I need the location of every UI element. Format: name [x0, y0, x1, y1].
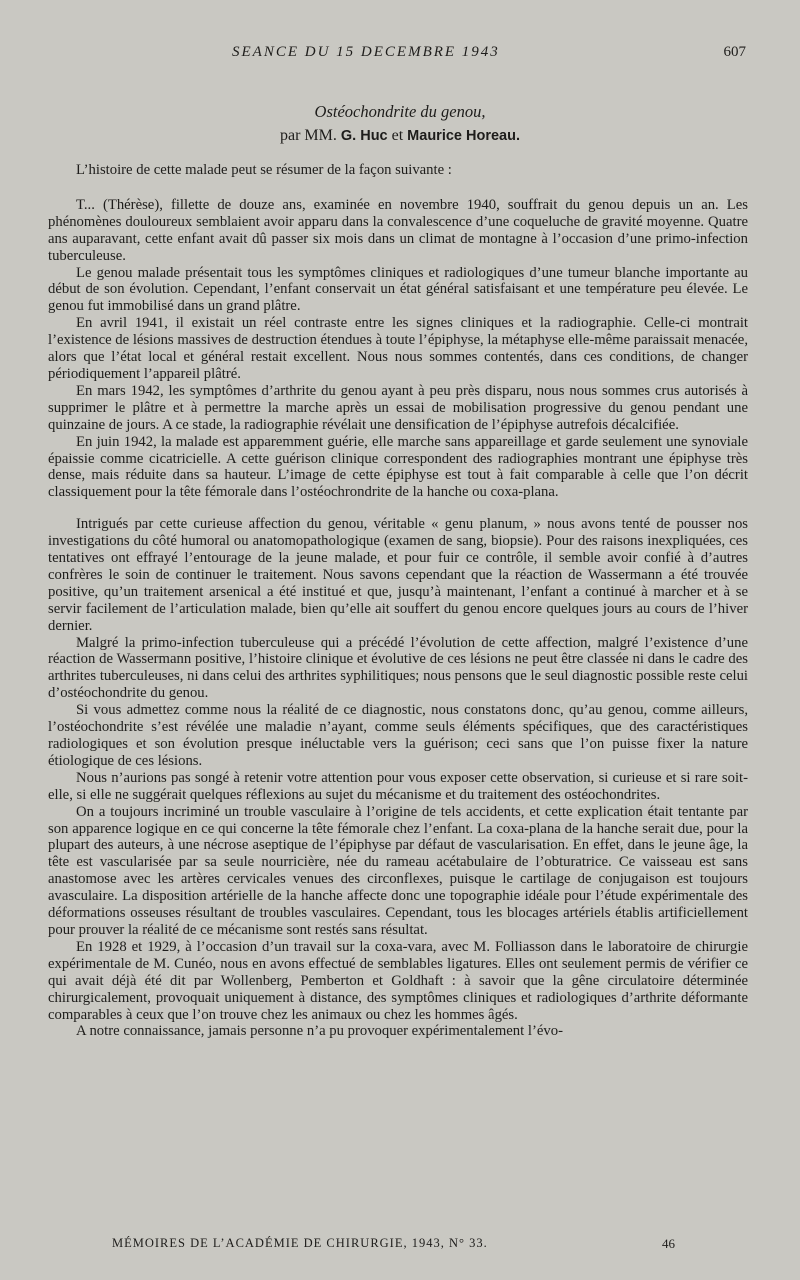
- paragraph: On a toujours incriminé un trouble vasculaire à l’origine de tels accidents, et cette explication était tentante par son apparence logique en ce qui concerne la tête fémorale chez l’enfant. La coxa-plana de la hanche serait due, pour la plupart des auteurs, à une nécrose aseptique de l’épiphyse par défaut de vascularisation. En effet, dans le jeune âge, la tête est vascularisée par sa seule nourricière, née du rameau acétabulaire de l’obturatrice. Ce vaisseau est sans anastomose avec les artères cervicales venues des circonflexes, puisque le cartilage de conjugaison est toujours avasculaire. La disposition artérielle de la hanche affecte donc une topographie idéale pour l’étude expérimentale des déformations osseuses résultant de troubles vasculaires. Cependant, tous les blocages artériels établis artificiellement pour prouver la réalité de ce mécanisme sont restés sans résultat.: [48, 803, 748, 938]
- article-title: Ostéochondrite du genou,: [314, 102, 486, 121]
- paragraph: Si vous admettez comme nous la réalité de ce diagnostic, nous constatons donc, qu’au genou, comme ailleurs, l’ostéochondrite s’est révélée une maladie n’ayant, comme seuls éléments spécifiques, que des caractéristiques radiologiques et son évolution presque inéluctable vers la guérison; ceci sans que l’on puisse fixer la nature étiologique de ces lésions.: [48, 702, 748, 769]
- byline-joiner: et: [391, 127, 404, 144]
- paragraph: En 1928 et 1929, à l’occasion d’un travail sur la coxa-vara, avec M. Folliasson dans le laboratoire de chirurgie expérimentale de M. Cunéo, nous en avons effectué de semblables ligatures. Elles ont seulement permis de vérifier ce qui avait déjà été dit par Wollenberg, Pemberton et Goldhaft : à savoir que la gêne circulatoire déterminée chirurgicalement, provoquait uniquement à distance, des symptômes cliniques et radiologiques d’arthrite déformante comparables à ceux que l’on trouve chez les animaux ou chez les hommes âgés.: [48, 938, 748, 1023]
- paragraph: Malgré la primo-infection tuberculeuse qui a précédé l’évolution de cette affection, malgré l’existence d’une réaction de Wassermann positive, l’histoire clinique et évolutive de ces lésions ne peut être classée ni dans le cadre des arthrites tuberculeuses, ni dans celui des arthrites syphilitiques; nous pensons que le seul diagnostic possible reste celui d’ostéochondrite du genou.: [48, 634, 748, 702]
- page-number: 607: [723, 44, 746, 60]
- running-header: [0, 44, 800, 66]
- article-body: [48, 162, 748, 1040]
- paragraph: En mars 1942, les symptômes d’arthrite du genou ayant à peu près disparu, nous nous sommes crus autorisés à supprimer le plâtre et à permettre la marche après un essai de mobilisation progressive du genou pendant une quinzaine de jours. A ce stade, la radiographie révélait une densification de l’épiphyse autrefois décalcifiée.: [48, 382, 748, 433]
- running-title: SEANCE DU 15 DECEMBRE 1943: [232, 44, 500, 60]
- author-2: Maurice Horeau.: [407, 128, 520, 144]
- paragraph-intro: L’histoire de cette malade peut se résumer de la façon suivante :: [76, 162, 452, 178]
- paragraph: En juin 1942, la malade est apparemment guérie, elle marche sans appareillage et garde seulement une synoviale épaissie comme cicatricielle. A cette guérison clinique correspondent des radiographies montrant une épiphyse très dense, mais réduite dans sa hauteur. L’image de cette épiphyse est tout à fait comparable à celle que l’on décrit classiquement pour la tête fémorale dans l’ostéochrondrite de la hanche ou coxa-plana.: [48, 433, 748, 501]
- paragraph: Le genou malade présentait tous les symptômes cliniques et radiologiques d’une tumeur blanche importante au début de son évolution. Cependant, l’enfant conservait un état général satisfaisant et une température peu élevée. Le genou fut immobilisé dans un grand plâtre.: [48, 264, 748, 315]
- journal-citation: MÉMOIRES DE L’ACADÉMIE DE CHIRURGIE, 1943, N° 33.: [112, 1236, 488, 1250]
- paragraph: Nous n’aurions pas songé à retenir votre attention pour vous exposer cette observation, si curieuse et si rare soit-elle, si elle ne suggérait quelques réflexions au sujet du mécanisme et du traitement des ostéochondrites.: [48, 769, 748, 803]
- paragraph: A notre connaissance, jamais personne n’a pu provoquer expérimentalement l’évo-: [76, 1023, 563, 1040]
- author-1: G. Huc: [340, 128, 388, 144]
- paragraph: T... (Thérèse), fillette de douze ans, examinée en novembre 1940, souffrait du genou depuis un an. Les phénomènes douloureux semblaient avoir apparu dans la convalescence d’une coqueluche de gravité moyenne. Quatre ans auparavant, cette enfant avait dû passer six mois dans un climat de montagne à l’occasion d’une primo-infection tuberculeuse.: [48, 196, 748, 264]
- paragraph: En avril 1941, il existait un réel contraste entre les signes cliniques et la radiographie. Celle-ci montrait l’existence de lésions massives de destruction étendues à toute l’épiphyse, la métaphyse elle-même paraissait menacée, alors que l’état local et général restait excellent. Nous nous sommes contentés, dans ces conditions, de changer périodiquement l’appareil plâtré.: [48, 315, 748, 382]
- byline: [0, 127, 800, 145]
- byline-prefix: par MM.: [280, 127, 337, 144]
- page-footer: [0, 1236, 800, 1256]
- paragraph: Intrigués par cette curieuse affection du genou, véritable « genu planum, » nous avons tenté de pousser nos investigations du côté humoral ou anatomopathologique (examen de sang, biopsie). Pour des raisons inexpliquées, ces tentatives ont effrayé l’entourage de la jeune malade, et pour fuir ce contrôle, il semble avoir confié à d’autres confrères le soin de continuer le traitement. Nous savons cependant que la réaction de Wassermann a été trouvée positive, qu’un traitement arsenical a été institué et que, jusqu’à maintenant, l’enfant a continué à marcher et à se servir facilement de l’articulation malade, bien qu’elle ait souffert du genou encore quelques jours au cours de l’hiver dernier.: [48, 516, 748, 634]
- signature-mark: 46: [662, 1236, 675, 1251]
